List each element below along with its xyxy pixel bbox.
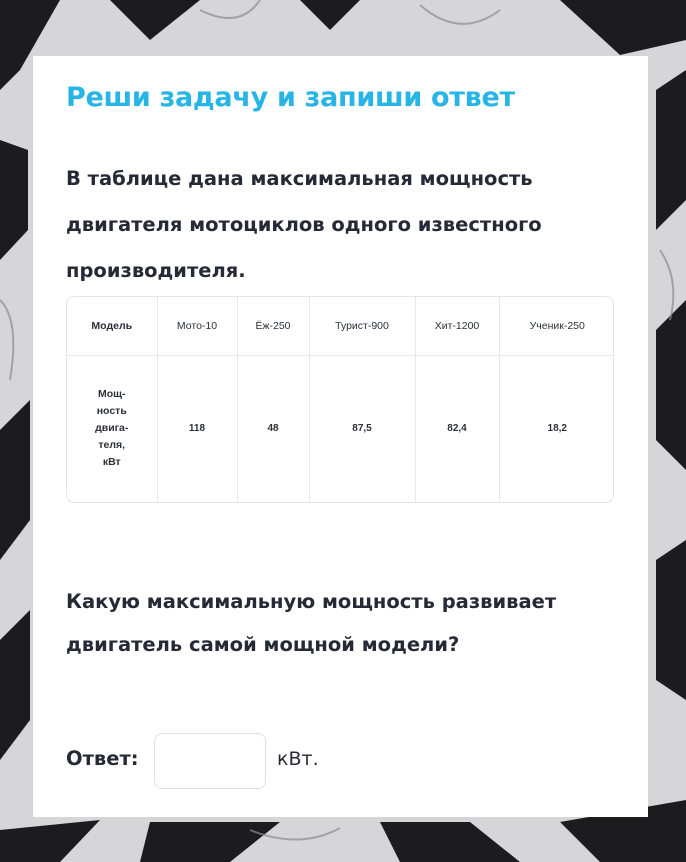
power-table bbox=[66, 296, 614, 503]
table-header-label: Модель bbox=[67, 297, 157, 355]
table-cell: 82,4 bbox=[415, 355, 499, 502]
answer-input[interactable] bbox=[154, 733, 266, 789]
task-card bbox=[33, 56, 648, 817]
table-header-cell: Ученик-250 bbox=[499, 297, 614, 355]
answer-label: Ответ: bbox=[66, 747, 139, 770]
table-row-label-line: теля, bbox=[98, 439, 126, 452]
table-row-label bbox=[67, 355, 157, 502]
question-text: Какую максимальную мощность развивает двигатель самой мощной модели? bbox=[66, 590, 557, 656]
table-cell: 18,2 bbox=[547, 423, 567, 435]
table-row-label-line: кВт bbox=[102, 456, 121, 469]
problem-text: В таблице дана максимальная мощность двигателя мотоциклов одного известного производителя. bbox=[66, 167, 542, 282]
answer-unit: кВт. bbox=[277, 748, 319, 770]
table-header-cell: Турист-900 bbox=[309, 297, 415, 355]
task-title: Реши задачу и запиши ответ bbox=[66, 82, 515, 113]
table-header-row bbox=[67, 297, 614, 355]
table-header-cell: Хит-1200 bbox=[415, 297, 499, 355]
table-row-label-line: Мощ- bbox=[97, 388, 126, 401]
table-row bbox=[67, 355, 614, 502]
table-row-label-line: двига- bbox=[95, 422, 129, 435]
table-cell: 48 bbox=[237, 355, 309, 502]
table-cell: 87,5 bbox=[309, 355, 415, 502]
table-header-cell: Ёж-250 bbox=[237, 297, 309, 355]
table-row-label-line: ность bbox=[96, 405, 127, 418]
table-header-cell: Мото-10 bbox=[157, 297, 237, 355]
table-cell: 118 bbox=[157, 355, 237, 502]
